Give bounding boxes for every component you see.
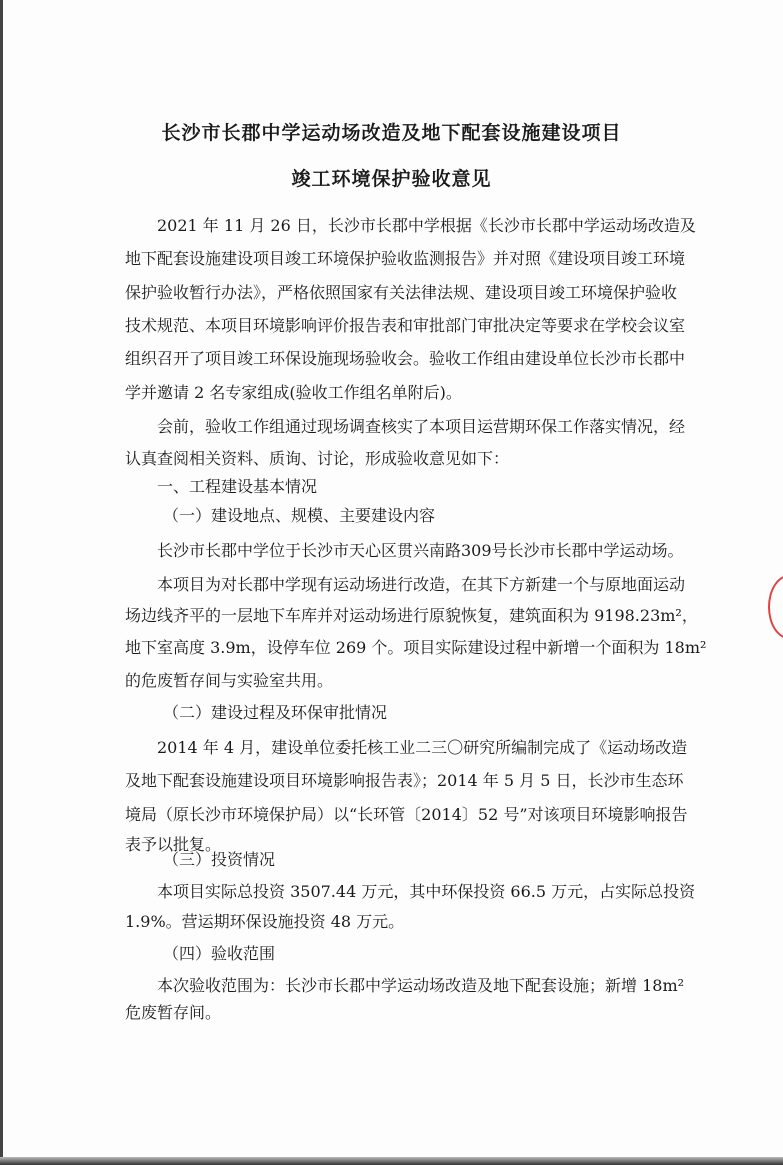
section-heading: 一、工程建设基本情况 [157, 477, 318, 496]
partial-red-seal [768, 575, 783, 639]
subsection-heading: （二）建设过程及环保审批情况 [163, 703, 388, 722]
paragraph-line: 危废暂存间。 [125, 1003, 222, 1022]
paragraph-line: 2021 年 11 月 26 日，长沙市长郡中学根据《长沙市长郡中学运动场改造及 [157, 216, 696, 235]
paragraph-line: 本次验收范围为：长沙市长郡中学运动场改造及地下配套设施；新增 18m² [157, 976, 685, 995]
paragraph-line: 长沙市长郡中学位于长沙市天心区贯兴南路309号长沙市长郡中学运动场。 [157, 541, 684, 560]
paragraph-line: 2014 年 4 月，建设单位委托核工业二三〇研究所编制完成了《运动场改造 [157, 738, 688, 757]
paragraph-line: 本项目为对长郡中学现有运动场进行改造，在其下方新建一个与原地面运动 [157, 575, 686, 594]
subsection-heading: （四）验收范围 [163, 944, 276, 963]
paragraph-line: 保护验收暂行办法》，严格依照国家有关法律法规、建设项目竣工环境保护验收 [125, 283, 678, 302]
paragraph-line: 学并邀请 2 名专家组成(验收工作组名单附后)。 [125, 383, 462, 402]
scan-edge-bottom [0, 1157, 783, 1165]
paragraph-line: 表予以批复。 [125, 835, 222, 854]
paragraph-line: 场边线齐平的一层地下车库并对运动场进行原貌恢复，建筑面积为 9198.23m²， [125, 606, 698, 625]
document-title: 长沙市长郡中学运动场改造及地下配套设施建设项目 [161, 122, 622, 144]
document-subtitle: 竣工环境保护验收意见 [291, 168, 492, 190]
paragraph-line: 境局（原长沙市环境保护局）以“长环管〔2014〕52 号”对该项目环境影响报告 [125, 805, 688, 824]
paragraph-line: 技术规范、本项目环境影响评价报告表和审批部门审批决定等要求在学校会议室 [125, 316, 686, 335]
paragraph-line: 1.9%。营运期环保设施投资 48 万元。 [125, 912, 405, 931]
subsection-heading: （一）建设地点、规模、主要建设内容 [163, 506, 436, 525]
paragraph-line: 的危废暂存间与实验室共用。 [125, 671, 334, 690]
paragraph-line: 地下配套设施建设项目竣工环境保护验收监测报告》并对照《建设项目竣工环境 [125, 249, 686, 268]
paragraph-line: 地下室高度 3.9m，设停车位 269 个。项目实际建设过程中新增一个面积为 18m² [125, 638, 707, 657]
paragraph-line: 组织召开了项目竣工环保设施现场验收会。验收工作组由建设单位长沙市长郡中 [125, 349, 686, 368]
paragraph-line: 本项目实际总投资 3507.44 万元，其中环保投资 66.5 万元，占实际总投资 [157, 882, 696, 901]
paragraph-line: 会前，验收工作组通过现场调查核实了本项目运营期环保工作落实情况，经 [157, 417, 686, 436]
paragraph-line: 认真查阅相关资料、质询、讨论，形成验收意见如下： [125, 449, 510, 468]
subsection-heading: （三）投资情况 [163, 850, 276, 869]
paragraph-line: 及地下配套设施建设项目环境影响报告表》；2014 年 5 月 5 日，长沙市生态环 [125, 771, 684, 790]
